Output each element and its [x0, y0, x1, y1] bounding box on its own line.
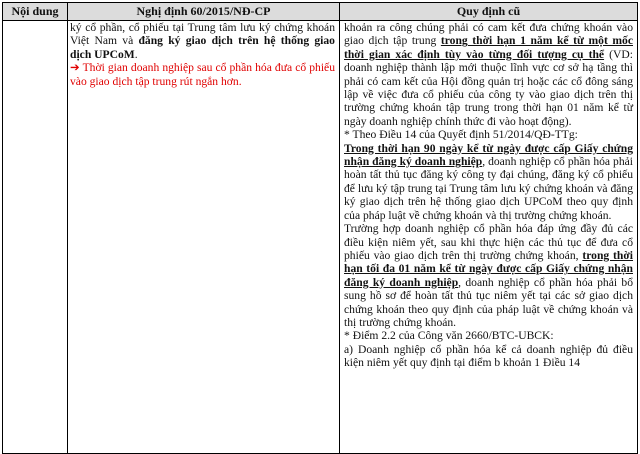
arrow-icon: ➔	[70, 61, 80, 75]
header-nghi-dinh: Nghị định 60/2015/NĐ-CP	[136, 4, 271, 18]
text-run: Thời gian doanh nghiệp sau cổ phần hóa đưa cổ phiếu vào giao dịch tập trung rút ngắn hơn.	[70, 61, 335, 88]
quy-dinh-paragraph-6: a) Doanh nghiệp cổ phần hóa kể cả doanh nghiệp đủ điều kiện niêm yết quy định tại điểm b khoản 1 Điều 14	[344, 342, 633, 370]
column-divider-1	[67, 3, 68, 453]
text-run: , doanh nghiệp cổ phần hóa phải hoàn tất thủ tục đăng ký công ty đại chúng, đăng ký cổ phiếu để lưu ký tập trung tại Trung tâm lưu ký chứng khoán và đăng ký giao dịch trên hệ thống giao dịch UPCoM theo quy định của pháp luật về chứng khoán và thị trường chứng khoán.	[344, 155, 633, 222]
quy-dinh-cu-cell	[344, 21, 633, 370]
text-run: ký cổ phần, cổ phiếu tại Trung tâm lưu ký chứng khoán Việt Nam và	[70, 21, 335, 48]
text-run: khoản ra công chúng phải có cam kết đưa chứng khoán vào giao dịch tập trung	[344, 21, 633, 48]
nghi-dinh-paragraph-1	[70, 21, 335, 61]
quy-dinh-paragraph-1	[344, 21, 633, 128]
bold-underlined-text: Trong thời hạn 90 ngày kể từ ngày được cấp Giấy chứng nhận đăng ký doanh nghiệp	[344, 141, 633, 169]
table-header-row	[3, 3, 637, 21]
quy-dinh-paragraph-5: * Điểm 2.2 của Công văn 2660/BTC-UBCK:	[344, 329, 554, 343]
nghi-dinh-cell	[70, 21, 335, 88]
header-quy-dinh-cu: Quy định cũ	[456, 4, 521, 18]
comparison-table	[2, 2, 638, 454]
header-noi-dung: Nội dung	[11, 4, 59, 18]
bold-underlined-text: trong thời hạn tối đa 01 năm kể từ ngày được cấp Giấy chứng nhận đăng ký doanh nghiệp	[344, 248, 634, 289]
bold-underlined-text: trong thời hạn 1 năm kể từ một mốc thời gian xác định tùy vào từng đối tượng cụ thể	[344, 34, 633, 61]
text-run: (VD: doanh nghiệp thành lập mới thuộc lĩnh vực cơ sở hạ tầng thì phải có cam kết của Hội đồng quản trị hoặc các cổ đông sáng lập về việc đưa cổ phiếu của công ty vào giao dịch trên thị trường chứng khoán tập trung trong thời hạn 01 năm kể từ ngày doanh nghiệp chính thức đi vào hoạt động).	[344, 47, 633, 128]
quy-dinh-paragraph-3	[344, 142, 633, 222]
text-run: , doanh nghiệp cổ phần hóa phải bổ sung hồ sơ để hoàn tất thủ tục niêm yết tại các sở giao dịch chứng khoán theo quy định của pháp luật về chứng khoán và thị trường chứng khoán.	[344, 275, 633, 329]
column-divider-2	[339, 3, 340, 453]
quy-dinh-paragraph-2: * Theo Điều 14 của Quyết định 51/2014/QĐ-TTg:	[344, 128, 578, 142]
text-run: Trường hợp doanh nghiệp cổ phần hóa đáp ứng đầy đủ các điều kiện niêm yết, sau khi thực hiện các thủ tục để đưa cổ phiếu vào giao dịch trên thị trường chứng khoán,	[344, 222, 633, 262]
quy-dinh-paragraph-4	[344, 222, 633, 329]
nghi-dinh-paragraph-2	[70, 61, 335, 88]
bold-text: đăng ký giao dịch trên hệ thống giao dịch UPCoM	[70, 34, 335, 61]
text-run: .	[134, 47, 138, 61]
